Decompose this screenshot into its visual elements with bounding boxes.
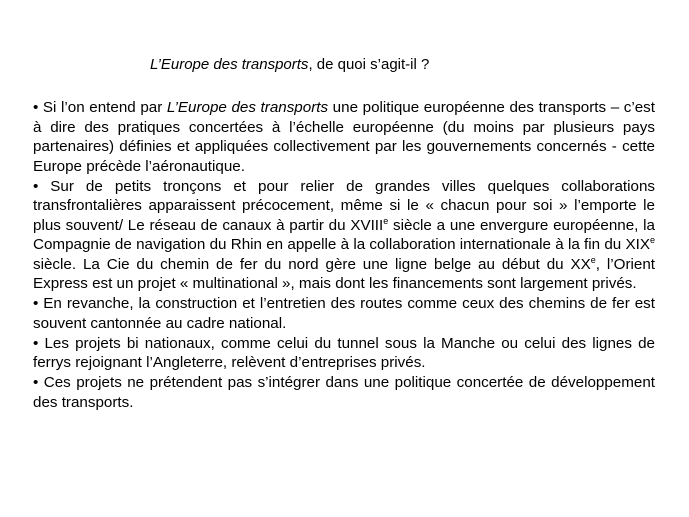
- superscript-e-3: e: [590, 254, 596, 265]
- paragraph-1-text-a: • Si l’on entend par: [33, 99, 167, 116]
- paragraph-2-text-b: siècle a une envergure européenne, la Compagnie de navigation du Rhin en appelle à la collaboration internationale à la fin du XIX: [33, 216, 655, 253]
- bullet-paragraph-1: [33, 98, 655, 176]
- paragraph-1-italic: L’Europe des transports: [166, 99, 329, 116]
- paragraph-2-text-c: siècle. La Cie du chemin de fer du nord gère une ligne belge au début du XX: [33, 255, 591, 273]
- bullet-paragraph-3: • En revanche, la construction et l’entretien des routes comme ceux des chemins de fer est souvent cantonnée au cadre national.: [33, 295, 655, 332]
- paragraph-2-text-d: , l’Orient Express est un projet « multinational », mais dont les financements sont largement privés.: [33, 255, 655, 292]
- superscript-e-1: e: [383, 215, 389, 226]
- bullet-paragraph-5: • Ces projets ne prétendent pas s’intégrer dans une politique concertée de développement des transports.: [33, 374, 655, 411]
- slide-title: [150, 56, 429, 74]
- slide-title-rest: , de quoi s’agit-il ?: [308, 56, 430, 73]
- bullet-paragraph-2: [33, 177, 655, 294]
- superscript-e-2: e: [649, 235, 655, 245]
- bullet-paragraph-4: • Les projets bi nationaux, comme celui du tunnel sous la Manche ou celui des lignes de ferrys rejoignant l’Angleterre, relèvent d’entreprises privés.: [33, 334, 655, 371]
- paragraph-2-text-a: • Sur de petits tronçons et pour relier de grandes villes quelques collaborations transfrontalières apparaissent précocement, même si le « chacun pour soi » l’emporte le plus souvent/ Le réseau de canaux à partir du XVIII: [33, 177, 655, 234]
- slide-title-italic: L’Europe des transports: [150, 56, 309, 73]
- slide-body: [33, 98, 655, 413]
- paragraph-1-text-b: une politique européenne des transports – c’est à dire des pratiques concertées à l’échelle européenne (du moins par plusieurs pays partenaires) définies et appliquées collectivement par les gouvernements concernés - cette Europe précède l’aéronautique.: [33, 99, 655, 175]
